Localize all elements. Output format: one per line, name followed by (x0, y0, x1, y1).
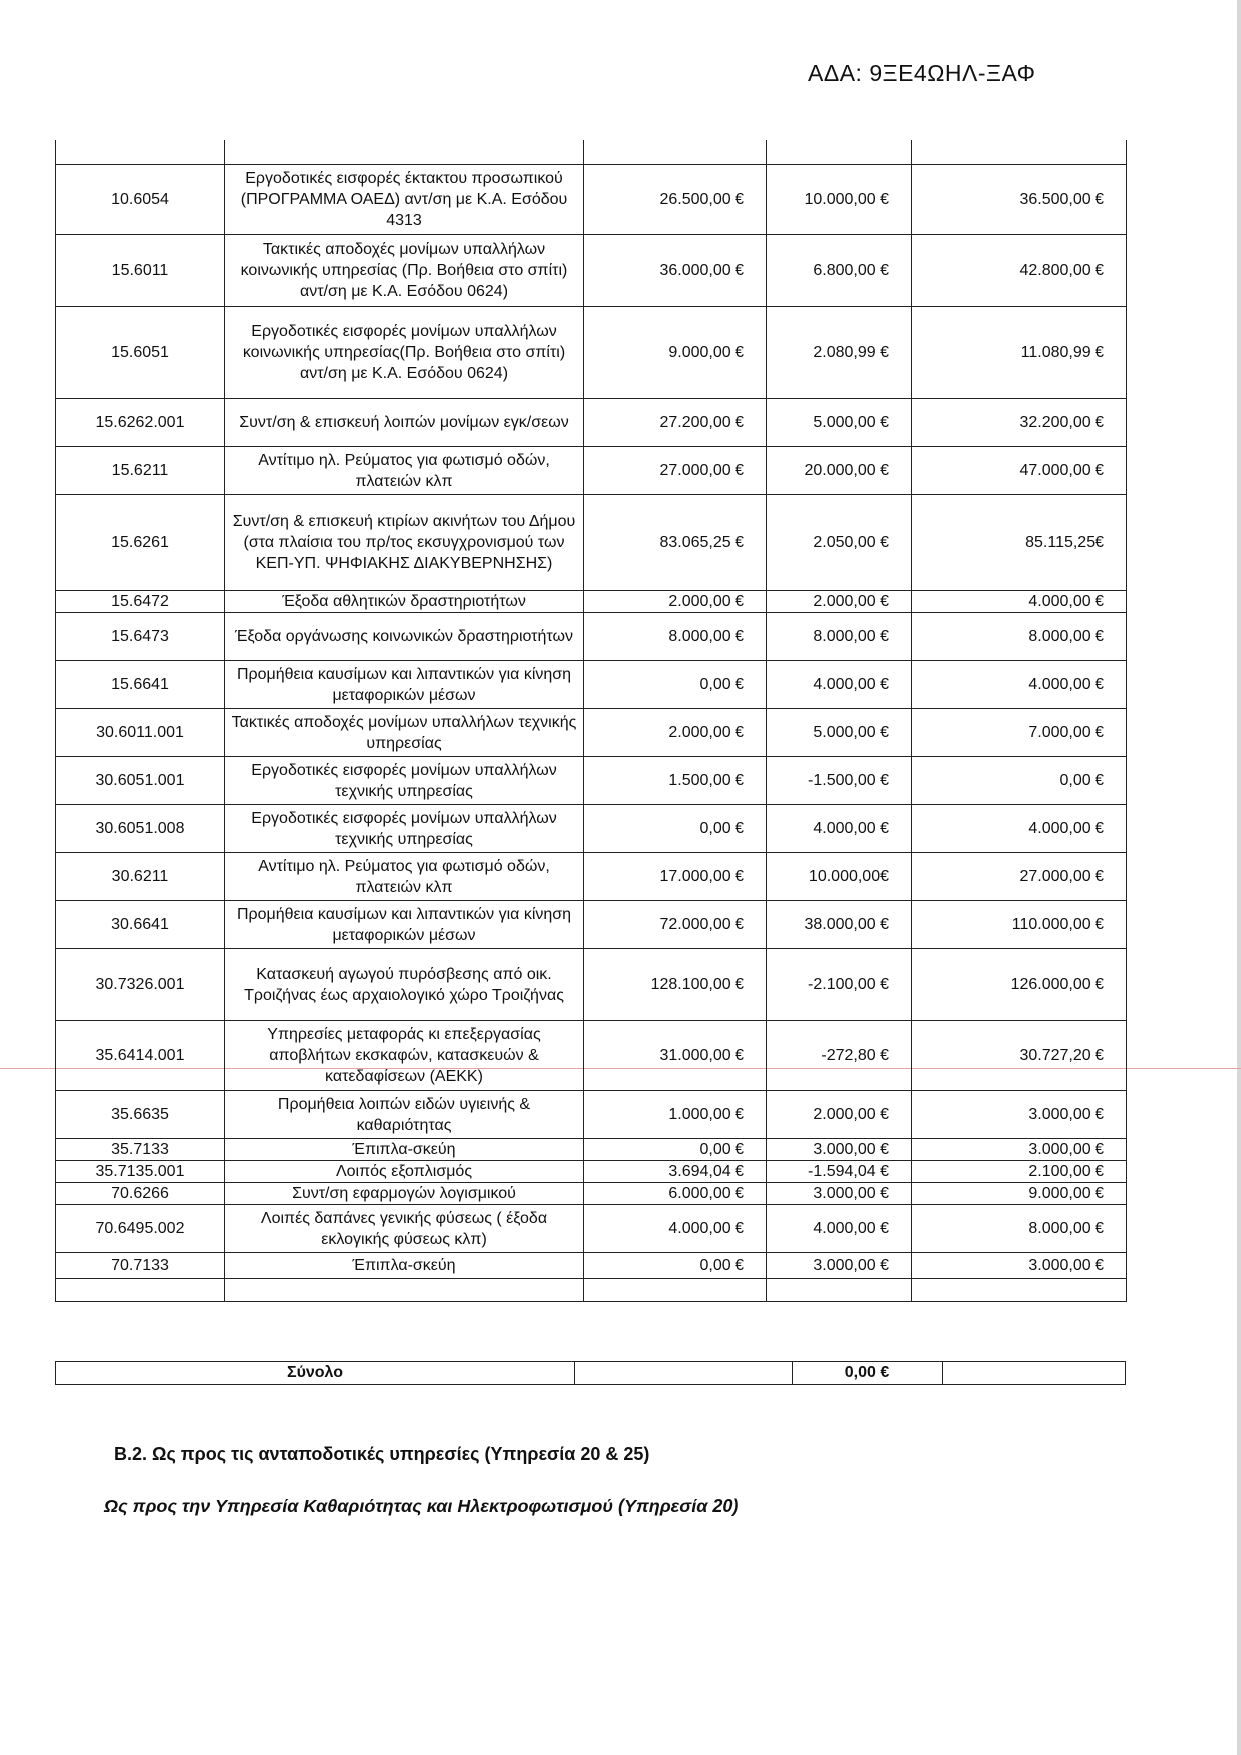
final-amount: 110.000,00 € (912, 901, 1127, 949)
final-amount: 8.000,00 € (912, 613, 1127, 661)
change-amount: 5.000,00 € (767, 709, 912, 757)
table-row (56, 1253, 1127, 1279)
table-row (56, 399, 1127, 447)
account-description: Λοιπές δαπάνες γενικής φύσεως ( έξοδα εκλογικής φύσεως κλπ) (225, 1205, 584, 1253)
table-row (56, 949, 1127, 1021)
final-amount: 36.500,00 € (912, 165, 1127, 235)
account-code: 30.6641 (56, 901, 225, 949)
final-amount: 7.000,00 € (912, 709, 1127, 757)
total-value: 0,00 € (844, 1364, 890, 1381)
total-divider (942, 1362, 943, 1384)
initial-amount: 6.000,00 € (584, 1183, 767, 1205)
initial-amount: 31.000,00 € (584, 1021, 767, 1091)
table-row (56, 1183, 1127, 1205)
initial-amount: 27.000,00 € (584, 447, 767, 495)
account-code: 70.7133 (56, 1253, 225, 1279)
account-description: Έπιπλα-σκεύη (225, 1139, 584, 1161)
account-description: Συντ/ση & επισκευή λοιπών μονίμων εγκ/σεων (225, 399, 584, 447)
change-amount: -1.500,00 € (767, 757, 912, 805)
account-code: 70.6495.002 (56, 1205, 225, 1253)
initial-amount: 26.500,00 € (584, 165, 767, 235)
initial-amount: 0,00 € (584, 1139, 767, 1161)
account-description: Αντίτιμο ηλ. Ρεύματος για φωτισμό οδών, πλατειών κλπ (225, 853, 584, 901)
table-row (56, 853, 1127, 901)
change-amount: 2.000,00 € (767, 591, 912, 613)
final-amount: 4.000,00 € (912, 661, 1127, 709)
initial-amount: 27.200,00 € (584, 399, 767, 447)
final-amount: 3.000,00 € (912, 1091, 1127, 1139)
initial-amount: 17.000,00 € (584, 853, 767, 901)
initial-amount: 0,00 € (584, 1253, 767, 1279)
table-row (56, 1021, 1127, 1091)
total-label: Σύνολο (286, 1364, 344, 1381)
account-description: Έξοδα οργάνωσης κοινωνικών δραστηριοτήτων (225, 613, 584, 661)
account-code: 15.6211 (56, 447, 225, 495)
section-title: Β.2. Ως προς τις ανταποδοτικές υπηρεσίες (Υπηρεσία 20 & 25) (114, 1444, 650, 1464)
final-amount: 4.000,00 € (912, 805, 1127, 853)
account-code: 30.6011.001 (56, 709, 225, 757)
total-divider (574, 1362, 575, 1384)
change-amount: 6.800,00 € (767, 235, 912, 307)
initial-amount: 0,00 € (584, 805, 767, 853)
account-description: Εργοδοτικές εισφορές μονίμων υπαλλήλων τεχνικής υπηρεσίας (225, 805, 584, 853)
change-amount: 2.000,00 € (767, 1091, 912, 1139)
change-amount: 3.000,00 € (767, 1253, 912, 1279)
account-description: Υπηρεσίες μεταφοράς κι επεξεργασίας αποβλήτων εκσκαφών, κατασκευών & κατεδαφίσεων (ΑΕΚΚ) (225, 1021, 584, 1091)
account-description: Προμήθεια καυσίμων και λιπαντικών για κίνηση μεταφορικών μέσων (225, 901, 584, 949)
change-amount: 2.050,00 € (767, 495, 912, 591)
table-row (56, 613, 1127, 661)
account-description: Εργοδοτικές εισφορές μονίμων υπαλλήλων κοινωνικής υπηρεσίας(Πρ. Βοήθεια στο σπίτι) αντ/ση με Κ.Α. Εσόδου 0624) (225, 307, 584, 399)
account-code: 30.6051.001 (56, 757, 225, 805)
account-code: 10.6054 (56, 165, 225, 235)
initial-amount: 8.000,00 € (584, 613, 767, 661)
total-row (55, 1361, 1126, 1385)
initial-amount: 1.000,00 € (584, 1091, 767, 1139)
account-code: 15.6641 (56, 661, 225, 709)
account-description: Τακτικές αποδοχές μονίμων υπαλλήλων τεχνικής υπηρεσίας (225, 709, 584, 757)
account-description: Συντ/ση εφαρμογών λογισμικού (225, 1183, 584, 1205)
initial-amount: 2.000,00 € (584, 591, 767, 613)
change-amount: 4.000,00 € (767, 1205, 912, 1253)
change-amount: -2.100,00 € (767, 949, 912, 1021)
subsection-title: Ως προς την Υπηρεσία Καθαριότητας και Ηλεκτροφωτισμού (Υπηρεσία 20) (104, 1496, 739, 1516)
account-description: Αντίτιμο ηλ. Ρεύματος για φωτισμό οδών, πλατειών κλπ (225, 447, 584, 495)
table-row (56, 1205, 1127, 1253)
table-row (56, 709, 1127, 757)
table-row (56, 307, 1127, 399)
account-code: 15.6011 (56, 235, 225, 307)
table-row (56, 1139, 1127, 1161)
account-code: 30.7326.001 (56, 949, 225, 1021)
final-amount: 30.727,20 € (912, 1021, 1127, 1091)
account-code: 70.6266 (56, 1183, 225, 1205)
final-amount: 32.200,00 € (912, 399, 1127, 447)
account-code: 35.7133 (56, 1139, 225, 1161)
budget-table (55, 140, 1127, 1302)
account-description: Λοιπός εξοπλισμός (225, 1161, 584, 1183)
change-amount: 20.000,00 € (767, 447, 912, 495)
account-code: 15.6262.001 (56, 399, 225, 447)
account-code: 35.7135.001 (56, 1161, 225, 1183)
final-amount: 3.000,00 € (912, 1253, 1127, 1279)
account-code: 15.6472 (56, 591, 225, 613)
change-amount: 4.000,00 € (767, 805, 912, 853)
account-description: Προμήθεια λοιπών ειδών υγιεινής & καθαριότητας (225, 1091, 584, 1139)
budget-table-body (56, 140, 1127, 1302)
account-description: Τακτικές αποδοχές μονίμων υπαλλήλων κοινωνικής υπηρεσίας (Πρ. Βοήθεια στο σπίτι) αντ/ση με Κ.Α. Εσόδου 0624) (225, 235, 584, 307)
table-row (56, 1161, 1127, 1183)
change-amount: -1.594,04 € (767, 1161, 912, 1183)
initial-amount: 3.694,04 € (584, 1161, 767, 1183)
table-row (56, 165, 1127, 235)
account-description: Έπιπλα-σκεύη (225, 1253, 584, 1279)
final-amount: 11.080,99 € (912, 307, 1127, 399)
table-row (56, 805, 1127, 853)
account-code: 30.6211 (56, 853, 225, 901)
final-amount: 0,00 € (912, 757, 1127, 805)
change-amount: 3.000,00 € (767, 1183, 912, 1205)
table-row (56, 591, 1127, 613)
table-row (56, 901, 1127, 949)
table-row (56, 661, 1127, 709)
account-description: Συντ/ση & επισκευή κτιρίων ακινήτων του Δήμου (στα πλαίσια του πρ/τος εκσυγχρονισμού των ΚΕΠ-ΥΠ. ΨΗΦΙΑΚΗΣ ΔΙΑΚΥΒΕΡΝΗΣΗΣ) (225, 495, 584, 591)
final-amount: 9.000,00 € (912, 1183, 1127, 1205)
final-amount: 8.000,00 € (912, 1205, 1127, 1253)
table-row (56, 1091, 1127, 1139)
initial-amount: 72.000,00 € (584, 901, 767, 949)
final-amount: 47.000,00 € (912, 447, 1127, 495)
change-amount: 4.000,00 € (767, 661, 912, 709)
account-description: Εργοδοτικές εισφορές έκτακτου προσωπικού (ΠΡΟΓΡΑΜΜΑ ΟΑΕΔ) αντ/ση με Κ.Α. Εσόδου 4313 (225, 165, 584, 235)
initial-amount: 2.000,00 € (584, 709, 767, 757)
initial-amount: 4.000,00 € (584, 1205, 767, 1253)
account-description: Έξοδα αθλητικών δραστηριοτήτων (225, 591, 584, 613)
initial-amount: 83.065,25 € (584, 495, 767, 591)
account-code: 30.6051.008 (56, 805, 225, 853)
table-top-gap (56, 140, 1127, 165)
final-amount: 4.000,00 € (912, 591, 1127, 613)
account-code: 15.6051 (56, 307, 225, 399)
scan-edge (1237, 0, 1241, 1755)
initial-amount: 1.500,00 € (584, 757, 767, 805)
change-amount: 38.000,00 € (767, 901, 912, 949)
final-amount: 27.000,00 € (912, 853, 1127, 901)
initial-amount: 9.000,00 € (584, 307, 767, 399)
final-amount: 2.100,00 € (912, 1161, 1127, 1183)
final-amount: 126.000,00 € (912, 949, 1127, 1021)
change-amount: 3.000,00 € (767, 1139, 912, 1161)
initial-amount: 36.000,00 € (584, 235, 767, 307)
table-row (56, 757, 1127, 805)
change-amount: 8.000,00 € (767, 613, 912, 661)
initial-amount: 0,00 € (584, 661, 767, 709)
account-code: 35.6414.001 (56, 1021, 225, 1091)
account-code: 35.6635 (56, 1091, 225, 1139)
account-description: Εργοδοτικές εισφορές μονίμων υπαλλήλων τεχνικής υπηρεσίας (225, 757, 584, 805)
account-description: Προμήθεια καυσίμων και λιπαντικών για κίνηση μεταφορικών μέσων (225, 661, 584, 709)
change-amount: 10.000,00€ (767, 853, 912, 901)
empty-row (56, 1279, 1127, 1302)
final-amount: 85.115,25€ (912, 495, 1127, 591)
change-amount: -272,80 € (767, 1021, 912, 1091)
account-description: Κατασκευή αγωγού πυρόσβεσης από οικ. Τροιζήνας έως αρχαιολογικό χώρο Τροιζήνας (225, 949, 584, 1021)
change-amount: 10.000,00 € (767, 165, 912, 235)
table-row (56, 235, 1127, 307)
account-code: 15.6261 (56, 495, 225, 591)
initial-amount: 128.100,00 € (584, 949, 767, 1021)
change-amount: 5.000,00 € (767, 399, 912, 447)
final-amount: 42.800,00 € (912, 235, 1127, 307)
final-amount: 3.000,00 € (912, 1139, 1127, 1161)
table-row (56, 447, 1127, 495)
change-amount: 2.080,99 € (767, 307, 912, 399)
table-row (56, 495, 1127, 591)
account-code: 15.6473 (56, 613, 225, 661)
ada-code: ΑΔΑ: 9ΞΕ4ΩΗΛ-ΞΑΦ (808, 60, 1036, 86)
